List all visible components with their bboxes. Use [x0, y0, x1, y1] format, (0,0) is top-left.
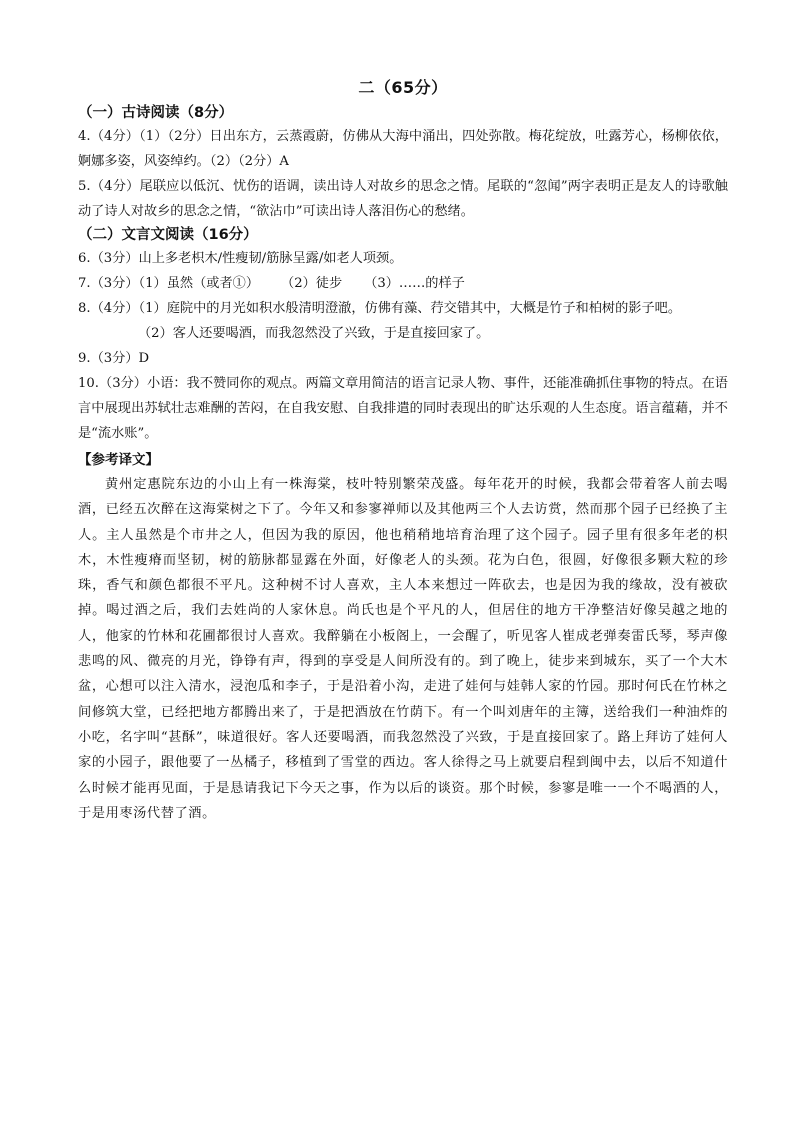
answer-q7: [78, 271, 728, 296]
answer-q6: 6.（3分）山上多老枳木/性瘦韧/筋脉呈露/如老人项颈。: [78, 251, 403, 266]
answer-q9: 9.（3分）D: [78, 351, 150, 366]
page-title: 二（65分）: [358, 78, 448, 97]
reference-translation-text: 黄州定惠院东边的小山上有一株海棠，枝叶特别繁荣茂盛。每年花开的时候，我都会带着客人前去喝酒，已经五次醉在这海棠树之下了。今年又和参寥禅师以及其他两三个人去访赏，然而那个园子已经换了主人。主人虽然是个市井之人，但因为我的原因，他也稍稍地培育治理了这个园子。园子里有很多年老的枳木，木性瘦瘠而坚韧，树的筋脉都显露在外面，好像老人的头颈。花为白色，很圆，好像很多颗大粒的珍珠，香气和颜色都很不平凡。这种树不讨人喜欢，主人本来想过一阵砍去，也是因为我的缘故，没有被砍掉。喝过酒之后，我们去姓尚的人家休息。尚氏也是个平凡的人，但居住的地方干净整洁好像吴越之地的人，他家的竹林和花圃都很讨人喜欢。我醉躺在小板阁上，一会醒了，听见客人崔成老弹奏雷氏琴，琴声像悲鸣的风、微亮的月光，铮铮有声，得到的享受是人间所没有的。到了晚上，徒步来到城东，买了一个大木盆，心想可以注入清水，浸泡瓜和李子，于是沿着小沟，走进了娃何与娃韩人家的竹园。那时何氏在竹林之间修筑大堂，已经把地方都腾出来了，于是把酒放在竹荫下。有一个叫刘唐年的主簿，送给我们一种油炸的小吃，名字叫“甚酥”，味道很好。客人还要喝酒，而我忽然没了兴致，于是直接回家了。路上拜访了娃何人家的小园子，跟他要了一丛橘子，移植到了雪堂的西边。客人徐得之马上就要启程到闽中去，以后不知道什么时候才能再见面，于是恳请我记下今天之事，作为以后的谈资。那个时候，参寥是唯一一个不喝酒的人，于是用枣汤代替了酒。: [78, 477, 728, 821]
section-heading-poetry: （一）古诗阅读（8分）: [78, 105, 234, 121]
answer-q5: 5.（4分）尾联应以低沉、忧伤的语调，读出诗人对故乡的思念之情。尾联的“忽闻”两字表明正是友人的诗歌触动了诗人对故乡的思念之情，“欲沾巾”可读出诗人落泪伤心的愁绪。: [78, 179, 728, 219]
reference-translation-heading: 【参考译文】: [78, 452, 159, 468]
answer-q8-line1: 8.（4分）（1）庭院中的月光如积水般清明澄澈，仿佛有藻、荇交错其中，大概是竹子和柏树的影子吧。: [78, 301, 682, 316]
answer-q8-line2: （2）客人还要喝酒，而我忽然没了兴致，于是直接回家了。: [138, 326, 490, 341]
answer-q7-part1: 7.（3分）（1）虽然（或者①）: [78, 276, 260, 291]
answer-page: [78, 78, 728, 826]
answer-q7-part3: （3）……的样子: [364, 276, 465, 291]
answer-q4: 4.（4分）（1）（2分）日出东方，云蒸霞蔚，仿佛从大海中涌出，四处弥散。梅花绽放，吐露芳心，杨柳依依，婀娜多姿，风姿绰约。（2）（2分）A: [78, 129, 728, 169]
section-heading-classical-chinese: （二）文言文阅读（16分）: [78, 227, 258, 243]
answer-q7-part2: （2）徒步: [281, 276, 343, 291]
answer-q10: 10.（3分）小语：我不赞同你的观点。两篇文章用简洁的语言记录人物、事件，还能准确抓住事物的特点。在语言中展现出苏轼壮志难酬的苦闷，在自我安慰、自我排遣的同时表现出的旷达乐观的人生态度。语言蕴藉，并不是“流水账”。: [78, 376, 728, 441]
